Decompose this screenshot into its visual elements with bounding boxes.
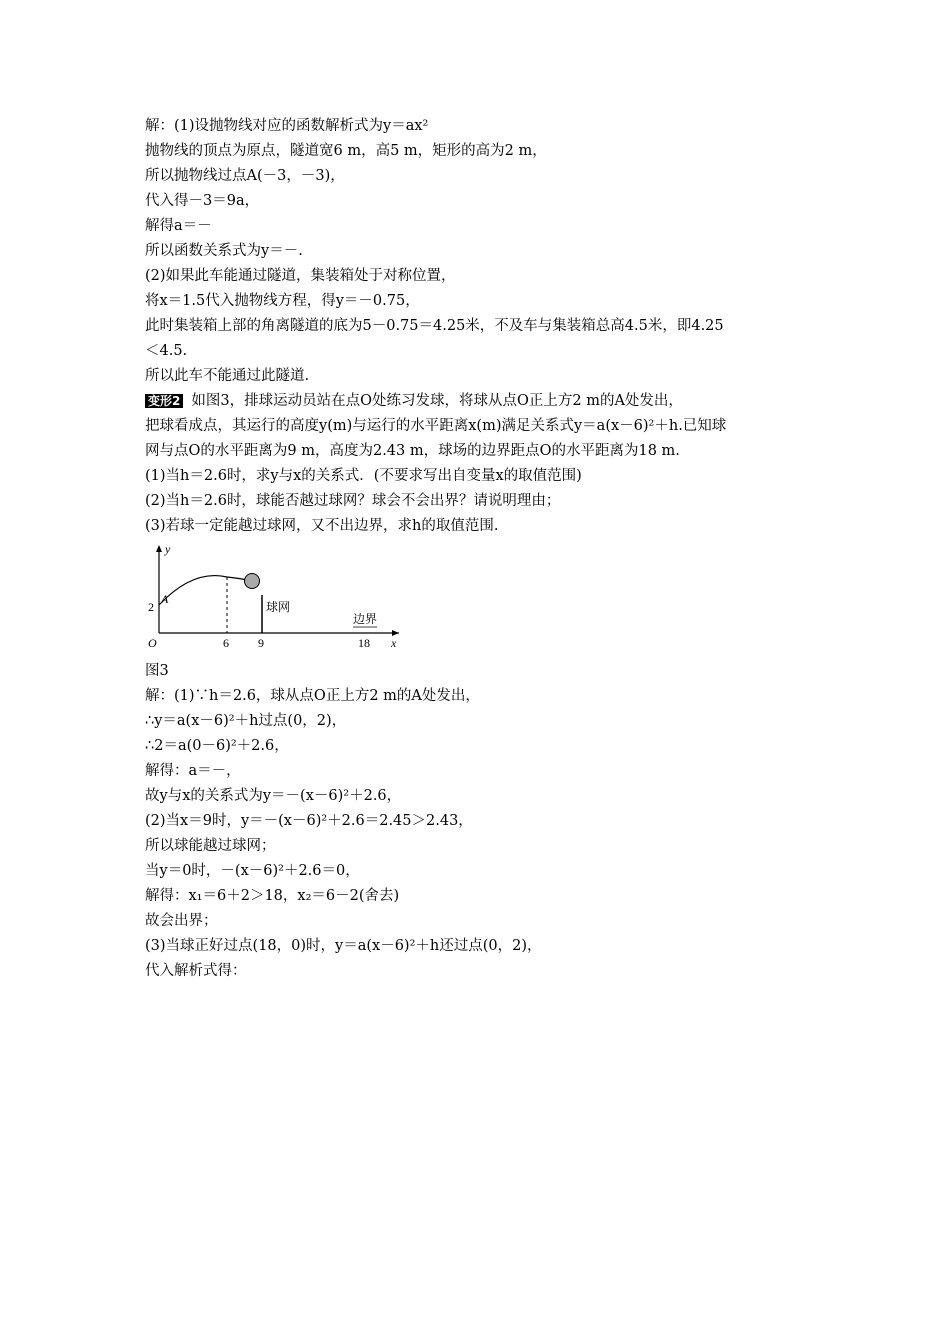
point-a-label: A — [161, 592, 169, 606]
net-label: 球网 — [266, 600, 291, 614]
text-line: 把球看成点，其运行的高度y(m)与运行的水平距离x(m)满足关系式y＝a(x－6)²＋h.已知球 — [145, 418, 727, 434]
x-tick-18: 18 — [358, 636, 370, 650]
text-line: 所以函数关系式为y＝－. — [145, 243, 303, 259]
text-line: 此时集装箱上部的角离隧道的底为5－0.75＝4.25米，不及车与集装箱总高4.5米，即4.25 — [145, 318, 724, 334]
y-axis-label: y — [165, 542, 171, 556]
boundary-label: 边界 — [353, 612, 378, 626]
text-line: ＜4.5. — [145, 343, 188, 359]
ball-trajectory — [159, 576, 251, 605]
text-line: 解：(1)设抛物线对应的函数解析式为y＝ax² — [145, 118, 429, 134]
text-line: 将x＝1.5代入抛物线方程，得y＝－0.75， — [145, 293, 420, 309]
variant-first-line — [145, 389, 815, 414]
ball — [245, 574, 260, 589]
text-line: 抛物线的顶点为原点，隧道宽6 m，高5 m，矩形的高为2 m， — [145, 143, 547, 159]
text-line: 解得：a＝－， — [145, 763, 241, 779]
figure-3 — [145, 541, 405, 651]
text-line: ∴y＝a(x－6)²＋h过点(0，2)， — [145, 713, 347, 729]
solution-part-2 — [145, 684, 815, 984]
x-tick-9: 9 — [258, 636, 264, 650]
text-line: 当y＝0时，－(x－6)²＋2.6＝0， — [145, 863, 360, 879]
text-line: 网与点O的水平距离为9 m，高度为2.43 m，球场的边界距点O的水平距离为18 m. — [145, 443, 680, 459]
text-line: 所以此车不能通过此隧道. — [145, 368, 310, 384]
solution-part-1 — [145, 114, 815, 389]
y-tick-label: 2 — [148, 600, 154, 614]
volleyball-diagram — [145, 541, 405, 651]
text-line: 所以球能越过球网； — [145, 838, 276, 854]
text-line: (3)当球正好过点(18，0)时，y＝a(x－6)²＋h还过点(0，2)， — [145, 938, 542, 954]
text-line: 故y与x的关系式为y＝－(x－6)²＋2.6， — [145, 788, 402, 804]
text-line: 解得：x₁＝6＋2＞18，x₂＝6－2(舍去) — [145, 888, 400, 904]
x-axis-label: x — [391, 636, 397, 650]
text-line: (1)当h＝2.6时，求y与x的关系式．(不要求写出自变量x的取值范围) — [145, 468, 582, 484]
text-line: 故会出界； — [145, 913, 218, 929]
text-line: 代入解析式得： — [145, 963, 247, 979]
figure-caption: 图3 — [145, 663, 169, 679]
variant-problem — [145, 389, 815, 539]
y-axis-arrow — [156, 545, 162, 552]
text-line: 如图3，排球运动员站在点O处练习发球，将球从点O正上方2 m的A处发出， — [191, 393, 683, 409]
text-line: 所以抛物线过点A(－3，－3)， — [145, 168, 345, 184]
text-line: 代入得－3＝9a， — [145, 193, 260, 209]
text-line: (2)如果此车能通过隧道，集装箱处于对称位置， — [145, 268, 456, 284]
text-line: (2)当h＝2.6时，球能否越过球网？球会不会出界？请说明理由； — [145, 493, 561, 509]
text-line: (3)若球一定能越过球网，又不出边界，求h的取值范围. — [145, 518, 499, 534]
text-line: 解：(1)∵h＝2.6，球从点O正上方2 m的A处发出， — [145, 688, 480, 704]
variant-tag: 变形2 — [145, 394, 183, 408]
text-line: 解得a＝－ — [145, 218, 212, 234]
document-page — [145, 114, 815, 984]
text-line: ∴2＝a(0－6)²＋2.6， — [145, 738, 289, 754]
text-line: (2)当x＝9时，y＝－(x－6)²＋2.6＝2.45＞2.43， — [145, 813, 473, 829]
x-tick-6: 6 — [223, 636, 229, 650]
origin-label: O — [148, 636, 157, 650]
